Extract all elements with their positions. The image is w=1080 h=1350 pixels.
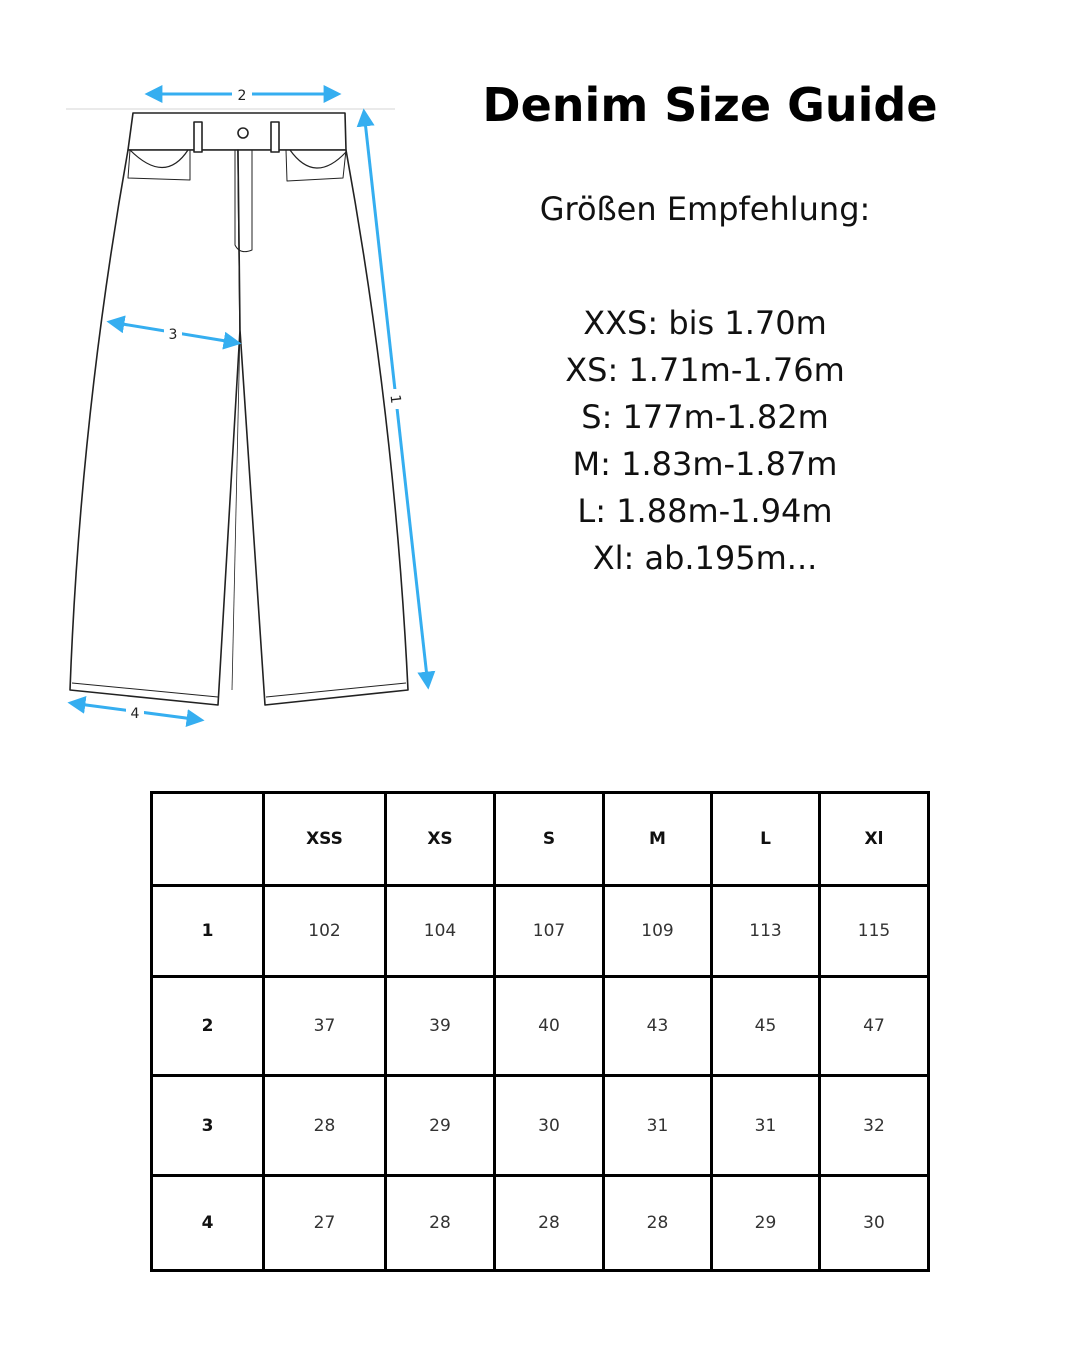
- table-cell: 28: [264, 1076, 386, 1176]
- row-label: 4: [152, 1176, 264, 1271]
- table-cell: 113: [712, 886, 820, 977]
- table-cell: 32: [820, 1076, 929, 1176]
- recommendation-item: L: 1.88m-1.94m: [577, 492, 833, 530]
- table-cell: 115: [820, 886, 929, 977]
- table-cell: 30: [495, 1076, 604, 1176]
- table-row: [152, 1176, 929, 1271]
- table-cell: 29: [386, 1076, 495, 1176]
- column-header: [152, 793, 264, 886]
- size-table: [150, 791, 930, 1272]
- table-cell: 30: [820, 1176, 929, 1271]
- table-cell: 39: [386, 977, 495, 1076]
- recommendation-heading: Größen Empfehlung:: [539, 190, 871, 228]
- recommendation-item: S: 177m-1.82m: [581, 398, 829, 436]
- recommendation-item: XS: 1.71m-1.76m: [565, 351, 845, 389]
- marker-3: 3: [168, 327, 178, 343]
- table-cell: 107: [495, 886, 604, 977]
- recommendation-item: XXS: bis 1.70m: [583, 304, 827, 342]
- table-cell: 28: [386, 1176, 495, 1271]
- waist-arrow: [148, 84, 338, 104]
- table-row: [152, 977, 929, 1076]
- jeans-outline: [70, 113, 408, 705]
- hem-arrow: [71, 702, 201, 722]
- table-row: [152, 1076, 929, 1176]
- table-cell: 102: [264, 886, 386, 977]
- table-cell: 29: [712, 1176, 820, 1271]
- table-cell: 37: [264, 977, 386, 1076]
- table-row: [152, 886, 929, 977]
- column-header: Xl: [820, 793, 929, 886]
- table-cell: 40: [495, 977, 604, 1076]
- page-title: Denim Size Guide: [482, 78, 938, 132]
- column-header: L: [712, 793, 820, 886]
- table-cell: 104: [386, 886, 495, 977]
- marker-4: 4: [130, 706, 140, 722]
- table-cell: 27: [264, 1176, 386, 1271]
- column-header: S: [495, 793, 604, 886]
- table-cell: 31: [712, 1076, 820, 1176]
- recommendation-item: Xl: ab.195m...: [592, 539, 818, 577]
- table-cell: 28: [495, 1176, 604, 1271]
- recommendation-item: M: 1.83m-1.87m: [572, 445, 838, 483]
- row-label: 2: [152, 977, 264, 1076]
- row-label: 1: [152, 886, 264, 977]
- marker-2: 2: [237, 88, 247, 104]
- table-cell: 45: [712, 977, 820, 1076]
- jeans-diagram: [0, 0, 460, 740]
- recommendation-list: [470, 300, 940, 582]
- marker-1: 1: [386, 393, 404, 405]
- table-cell: 109: [604, 886, 712, 977]
- table-cell: 47: [820, 977, 929, 1076]
- table-cell: 43: [604, 977, 712, 1076]
- table-header-row: [152, 793, 929, 886]
- table-cell: 31: [604, 1076, 712, 1176]
- column-header: M: [604, 793, 712, 886]
- table-cell: 28: [604, 1176, 712, 1271]
- column-header: XSS: [264, 793, 386, 886]
- row-label: 3: [152, 1076, 264, 1176]
- column-header: XS: [386, 793, 495, 886]
